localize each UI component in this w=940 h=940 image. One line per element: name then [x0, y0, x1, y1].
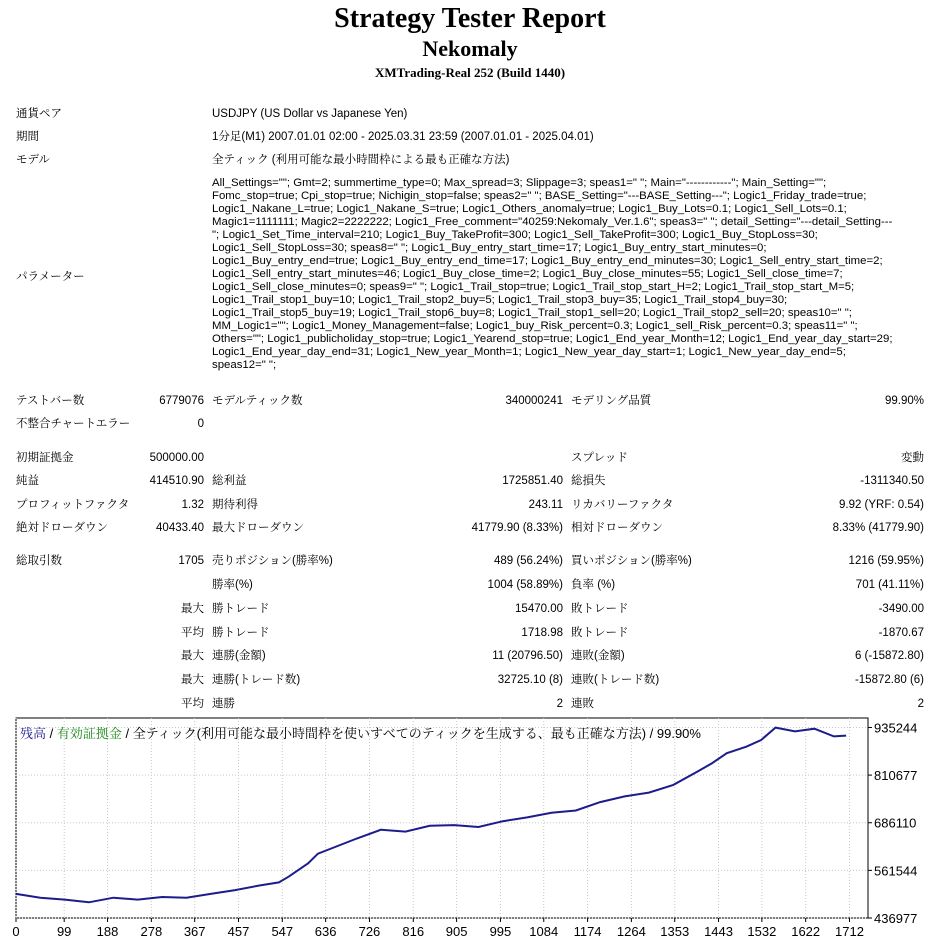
y-tick-label: 935244: [874, 720, 918, 736]
cons-loss-amt-label: 連敗(金額): [571, 650, 625, 662]
symbol-label: 通貨ペア: [16, 108, 62, 120]
mismatch-value: 0: [197, 418, 204, 430]
x-tick-label: 726: [358, 924, 381, 939]
legend-equity: 有効証拠金: [56, 726, 122, 741]
x-tick-label: 367: [183, 924, 206, 939]
max-cons-cnt-label: 最大: [181, 674, 204, 686]
x-tick-label: 1622: [791, 924, 821, 939]
legend-sep: /: [46, 726, 57, 741]
x-tick-label: 1353: [660, 924, 690, 939]
params-line: All_Settings=""; Gmt=2; summertime_type=0; Max_spread=3; Slippage=3; speas1=" "; Main="------------"; Main_Setting="";: [212, 177, 827, 189]
largest-label: 最大: [181, 603, 204, 615]
cons-loss-cnt-label: 連敗(トレード数): [571, 674, 660, 686]
x-tick-label: 1443: [704, 924, 733, 939]
server-info: XMTrading-Real 252 (Build 1440): [374, 65, 566, 80]
total-trades-value: 1705: [178, 555, 204, 567]
quality-label: モデリング品質: [571, 395, 652, 407]
cons-loss-amt-value: 6 (-15872.80): [854, 650, 924, 662]
y-tick-label: 561544: [874, 863, 918, 879]
largest-win-value: 15470.00: [515, 603, 563, 615]
loss-rate-label: 負率 (%): [571, 579, 616, 591]
avg-cons-loss-label: 連敗: [571, 698, 594, 710]
params-text: [212, 177, 930, 372]
x-tick-label: 188: [96, 924, 119, 939]
chart-legend: [20, 726, 701, 741]
win-rate-label: 勝率(%): [212, 579, 253, 591]
loss-rate-value: 701 (41.11%): [855, 579, 924, 591]
y-tick-label: 686110: [874, 815, 917, 831]
avg-cons-label: 平均: [181, 698, 204, 710]
params-line: Logic1_Buy_entry_end=true; Logic1_Buy_entry_end_time=17; Logic1_Buy_entry_end_minutes=30; Logic1_Sell_entry_start_time=2;: [212, 255, 883, 267]
net-profit-value: 414510.90: [149, 475, 204, 487]
recovery-factor-label: リカバリーファクタ: [571, 499, 674, 511]
avg-win-label: 勝トレード: [212, 627, 270, 639]
x-tick-label: 1264: [616, 924, 646, 939]
model-label: モデル: [16, 154, 50, 166]
expected-payoff-value: 243.11: [528, 499, 563, 511]
ea-name: Nekomaly: [422, 36, 518, 61]
largest-win-label: 勝トレード: [212, 603, 270, 615]
report-title: Strategy Tester Report: [334, 3, 606, 34]
short-label: 売りポジション(勝率%): [212, 555, 333, 567]
abs-dd-label: 絶対ドローダウン: [16, 522, 108, 534]
x-tick-label: 1712: [835, 924, 864, 939]
params-line: Logic1_End_year_day_end=31; Logic1_New_year_Month=1; Logic1_New_year_day_start=1; Logic1_New_year_day_end=5;: [212, 346, 846, 358]
deposit-label: 初期証拠金: [16, 452, 74, 464]
x-tick-label: 995: [489, 924, 512, 939]
params-line: speas12=" ";: [212, 359, 277, 371]
ticks-label: モデルティック数: [212, 395, 303, 407]
y-tick-label: 810677: [874, 768, 918, 784]
params-line: "; Logic1_Set_Time_interval=210; Logic1_Buy_TakeProfit=300; Logic1_Sell_TakeProfit=300; Logic1_Buy_StopLoss=30;: [212, 229, 818, 241]
bars-value: 6779076: [159, 395, 204, 407]
quality-value: 99.90%: [884, 395, 924, 407]
period-value: 1分足(M1) 2007.01.01 02:00 - 2025.03.31 23:59 (2007.01.01 - 2025.04.01): [212, 131, 594, 143]
model-value: 全ティック (利用可能な最小時間枠による最も正確な方法): [212, 154, 510, 166]
params-line: Magic1=1111111; Magic2=2222222; Logic1_Free_comment="40259:Nekomaly_Ver.1.6"; speas3=" "; detail_Setting="---detail_Setting---: [212, 216, 893, 228]
avg-cons-loss-value: 2: [917, 698, 924, 710]
max-dd-value: 41779.90 (8.33%): [471, 522, 563, 534]
gross-profit-value: 1725851.40: [502, 475, 563, 487]
cons-wins-amt-value: 11 (20796.50): [492, 650, 563, 662]
params-line: Logic1_Sell_entry_start_minutes=46; Logic1_Buy_close_time=2; Logic1_Buy_close_minutes=55; Logic1_Sell_close_time=7;: [212, 268, 843, 280]
avg-loss-value: -1870.67: [878, 627, 924, 639]
long-value: 1216 (59.95%): [848, 555, 924, 567]
spread-label: スプレッド: [571, 452, 628, 464]
profit-factor-value: 1.32: [181, 499, 204, 511]
x-tick-label: 816: [402, 924, 425, 939]
x-tick-label: 99: [56, 924, 72, 939]
symbol-value: USDJPY (US Dollar vs Japanese Yen): [212, 108, 408, 120]
params-line: Logic1_Trail_stop5_buy=19; Logic1_Trail_stop6_buy=8; Logic1_Trail_stop1_sell=20; Logic1_Trail_stop2_sell=20; speas10=" ";: [212, 307, 852, 319]
params-line: MM_Logic1=""; Logic1_Money_Management=false; Logic1_buy_Risk_percent=0.3; Logic1_sell_Risk_percent=0.3; speas11=" ";: [212, 320, 858, 332]
x-tick-label: 1084: [529, 924, 559, 939]
average-label: 平均: [181, 627, 204, 639]
avg-loss-label: 敗トレード: [571, 627, 629, 639]
params-line: Logic1_Sell_StopLoss=30; speas8=" "; Logic1_Buy_entry_start_time=17; Logic1_Buy_entry_start_minutes=0;: [212, 242, 767, 254]
legend-balance: 残高: [20, 726, 47, 741]
period-label: 期間: [16, 131, 39, 143]
x-tick-label: 636: [314, 924, 337, 939]
params-line: Logic1_Nakane_L=true; Logic1_Nakane_S=true; Logic1_Others_anomaly=true; Logic1_Buy_Lots=0.1; Logic1_Sell_Lots=0.1;: [212, 203, 847, 215]
params-line: Others=""; Logic1_publicholiday_stop=true; Logic1_Yearend_stop=true; Logic1_End_year_Month=12; Logic1_End_year_day_start=29;: [212, 333, 893, 345]
max-dd-label: 最大ドローダウン: [212, 522, 304, 534]
mismatch-label: 不整合チャートエラー: [16, 418, 131, 430]
x-tick-label: 278: [140, 924, 163, 939]
x-axis: [12, 918, 864, 939]
x-tick-label: 547: [271, 924, 294, 939]
legend-model: 全ティック(利用可能な最小時間枠を使いすべてのティックを生成する、最も正確な方法) / 99.90%: [132, 726, 701, 741]
x-tick-label: 1532: [747, 924, 777, 939]
deposit-value: 500000.00: [149, 452, 204, 464]
y-axis: [868, 720, 917, 926]
cons-wins-cnt-label: 連勝(トレード数): [212, 674, 301, 686]
params-label: パラメーター: [16, 271, 85, 283]
x-tick-label: 905: [445, 924, 468, 939]
cons-wins-amt-label: 連勝(金額): [212, 650, 266, 662]
params-line: Logic1_Trail_stop1_buy=10; Logic1_Trail_stop2_buy=5; Logic1_Trail_stop3_buy=35; Logic1_Trail_stop4_buy=30;: [212, 294, 788, 306]
long-label: 買いポジション(勝率%): [571, 555, 692, 567]
expected-payoff-label: 期待利得: [212, 499, 258, 511]
recovery-factor-value: 9.92 (YRF: 0.54): [838, 499, 924, 511]
profit-factor-label: プロフィットファクタ: [16, 499, 130, 511]
win-rate-value: 1004 (58.89%): [487, 579, 563, 591]
x-tick-label: 0: [12, 924, 20, 939]
balance-chart: [0, 716, 940, 940]
avg-cons-wins-value: 2: [556, 698, 563, 710]
cons-loss-cnt-value: -15872.80 (6): [854, 674, 924, 686]
ticks-value: 340000241: [505, 395, 563, 407]
max-cons-amt-label: 最大: [181, 650, 204, 662]
x-tick-label: 457: [227, 924, 250, 939]
legend-sep: /: [121, 726, 133, 741]
largest-loss-value: -3490.00: [878, 603, 924, 615]
avg-cons-wins-label: 連勝: [212, 698, 235, 710]
spread-value: 変動: [901, 452, 924, 464]
params-line: Logic1_Sell_close_minutes=0; speas9=" "; Logic1_Trail_stop=true; Logic1_Trail_stop_start_H=2; Logic1_Trail_stop_start_M=5;: [212, 281, 855, 293]
gross-loss-value: -1311340.50: [860, 475, 924, 487]
bars-label: テストバー数: [16, 395, 85, 407]
largest-loss-label: 敗トレード: [571, 603, 629, 615]
rel-dd-label: 相対ドローダウン: [571, 522, 663, 534]
params-line: Fomc_stop=true; Cpi_stop=true; Nichigin_stop=false; speas2=" "; BASE_Setting="---BASE_Setting---"; Logic1_Friday_trade=true;: [212, 190, 867, 202]
y-tick-label: 436977: [874, 911, 918, 926]
rel-dd-value: 8.33% (41779.90): [832, 522, 924, 534]
total-trades-label: 総取引数: [16, 555, 62, 567]
short-value: 489 (56.24%): [493, 555, 563, 567]
gross-loss-label: 総損失: [571, 475, 606, 487]
gross-profit-label: 総利益: [212, 475, 247, 487]
x-tick-label: 1174: [573, 924, 602, 939]
abs-dd-value: 40433.40: [156, 522, 204, 534]
cons-wins-cnt-value: 32725.10 (8): [497, 674, 563, 686]
avg-win-value: 1718.98: [521, 627, 563, 639]
net-profit-label: 純益: [16, 475, 39, 487]
